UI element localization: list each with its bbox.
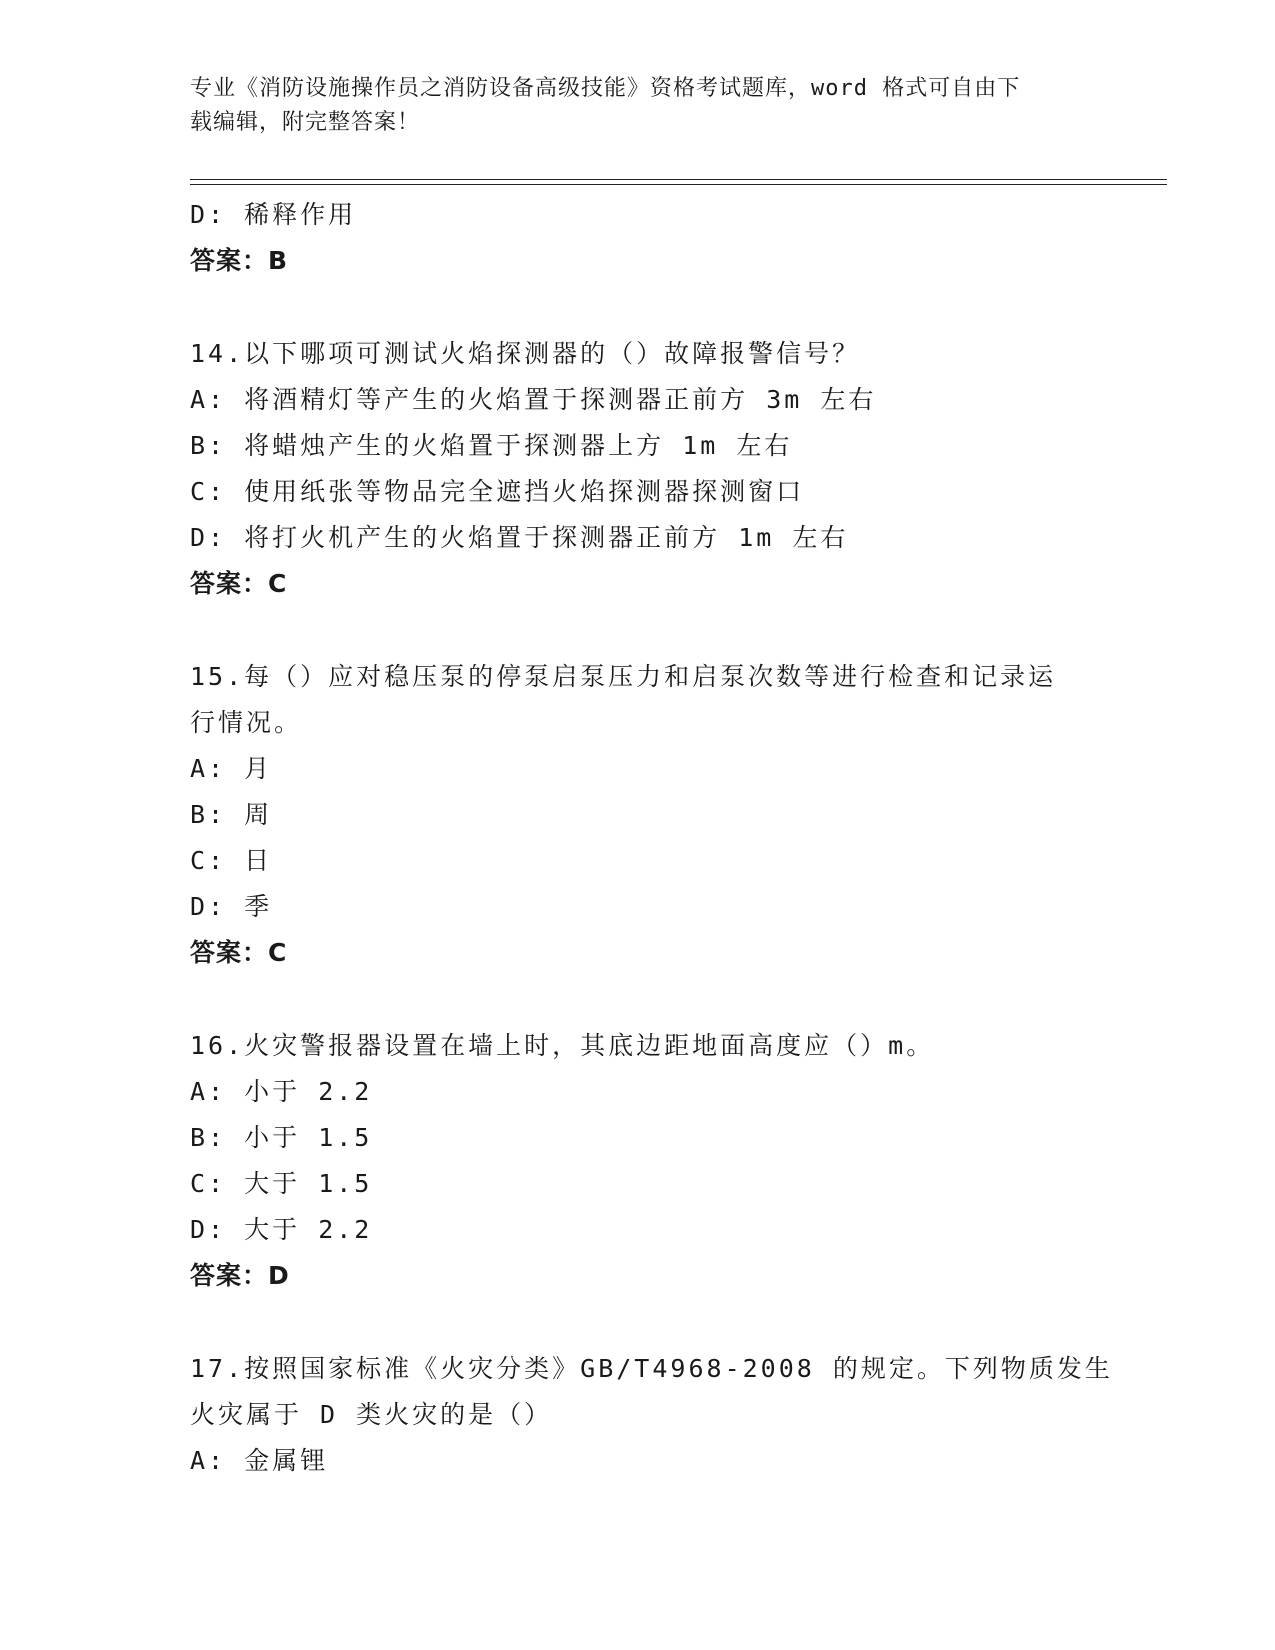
- option-d: D: 将打火机产生的火焰置于探测器正前方 1m 左右: [190, 523, 849, 552]
- option-a: A: 金属锂: [190, 1446, 329, 1475]
- option-c: C: 大于 1.5: [190, 1169, 373, 1198]
- document-header: [190, 72, 1090, 140]
- option-c: C: 使用纸张等物品完全遮挡火焰探测器探测窗口: [190, 477, 805, 506]
- answer-label: 答案：C: [190, 938, 288, 967]
- option-a: A: 小于 2.2: [190, 1077, 373, 1106]
- question-17: [190, 1346, 1113, 1484]
- spacer: [190, 607, 1090, 654]
- option-a: A: 将酒精灯等产生的火焰置于探测器正前方 3m 左右: [190, 385, 877, 414]
- spacer: [190, 976, 1090, 1023]
- question-15: [190, 654, 1090, 976]
- question-title: 15.每（）应对稳压泵的停泵启泵压力和启泵次数等进行检查和记录运: [190, 662, 1057, 691]
- header-rule-top: [190, 179, 1167, 180]
- header-rule-bottom: [190, 184, 1167, 185]
- question-title: 16.火灾警报器设置在墙上时，其底边距地面高度应（）m。: [190, 1031, 935, 1060]
- answer-label: 答案：C: [190, 569, 288, 598]
- question-14: [190, 331, 1090, 607]
- spacer: [190, 1299, 1090, 1346]
- question-16: [190, 1023, 1090, 1299]
- option-a: A: 月: [190, 754, 273, 783]
- option-d: D: 季: [190, 892, 273, 921]
- question-title: 17.按照国家标准《火灾分类》GB/T4968-2008 的规定。下列物质发生: [190, 1354, 1113, 1383]
- answer-label: 答案：D: [190, 1261, 290, 1290]
- option-b: B: 周: [190, 800, 273, 829]
- option-c: C: 日: [190, 846, 273, 875]
- option-d: D: 稀释作用: [190, 200, 357, 229]
- header-line-2: 载编辑，附完整答案！: [190, 110, 421, 135]
- header-line-1: 专业《消防设施操作员之消防设备高级技能》资格考试题库，word 格式可自由下: [190, 76, 1021, 101]
- option-b: B: 将蜡烛产生的火焰置于探测器上方 1m 左右: [190, 431, 793, 460]
- question-title-cont: 火灾属于 D 类火灾的是（）: [190, 1400, 553, 1429]
- spacer: [190, 284, 1090, 331]
- option-b: B: 小于 1.5: [190, 1123, 373, 1152]
- question-title-cont: 行情况。: [190, 708, 303, 737]
- question-list: [190, 192, 1113, 1484]
- answer-label: 答案：B: [190, 246, 289, 275]
- option-d: D: 大于 2.2: [190, 1215, 373, 1244]
- question-title: 14.以下哪项可测试火焰探测器的（）故障报警信号？: [190, 339, 861, 368]
